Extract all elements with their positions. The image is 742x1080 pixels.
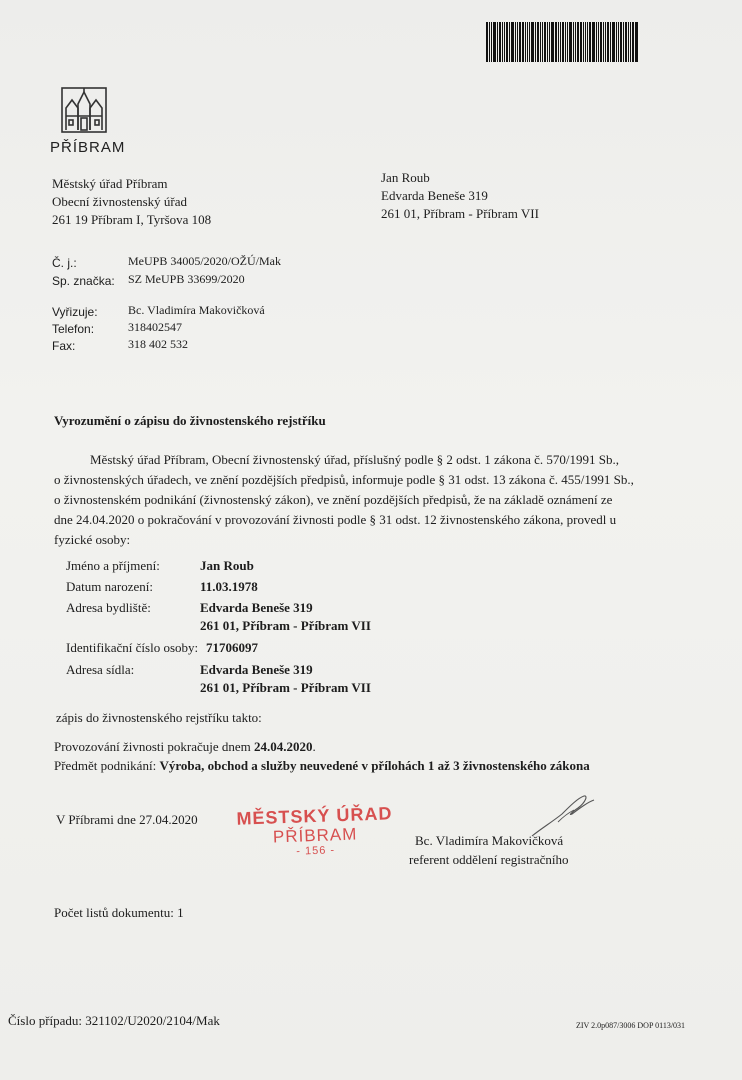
phone-label: Telefon: bbox=[52, 322, 95, 336]
barcode-bar bbox=[569, 22, 572, 62]
recipient-street: Edvarda Beneše 319 bbox=[381, 188, 488, 203]
record-text: zápis do živnostenského rejstříku takto: bbox=[56, 710, 262, 725]
barcode-bar bbox=[605, 22, 606, 62]
id-value: 71706097 bbox=[206, 640, 258, 655]
intro-line-3: o živnostenském podnikání (živnostenský zákon), ve znění pozdějších předpisů, že na základě oznámení ze bbox=[54, 492, 613, 507]
dob-label: Datum narození: bbox=[66, 579, 153, 594]
address-label: Adresa bydliště: bbox=[66, 600, 151, 615]
address-line-2: 261 01, Příbram - Příbram VII bbox=[200, 618, 371, 633]
barcode-bar bbox=[565, 22, 566, 62]
barcode-bar bbox=[603, 22, 604, 62]
dob-value: 11.03.1978 bbox=[200, 579, 258, 594]
signatory-name: Bc. Vladimíra Makovičková bbox=[415, 833, 564, 848]
barcode-bar bbox=[583, 22, 584, 62]
form-code: ZIV 2.0p087/3006 DOP 0113/031 bbox=[576, 1021, 686, 1030]
file-mark-label: Sp. značka: bbox=[52, 274, 115, 288]
barcode-bar bbox=[515, 22, 516, 62]
name-value: Jan Roub bbox=[200, 558, 254, 573]
barcode-bar bbox=[630, 22, 631, 62]
stamp-line-2: PŘÍBRAM bbox=[272, 824, 358, 847]
barcode-bar bbox=[616, 22, 617, 62]
barcode-bar bbox=[504, 22, 505, 62]
barcode-bar bbox=[522, 22, 524, 62]
barcode-bar bbox=[618, 22, 619, 62]
barcode-bar bbox=[499, 22, 501, 62]
address-line-1: Edvarda Beneše 319 bbox=[200, 600, 313, 615]
recipient-name: Jan Roub bbox=[381, 170, 430, 185]
barcode-bar bbox=[491, 22, 492, 62]
barcode-bar bbox=[558, 22, 559, 62]
barcode-bar bbox=[542, 22, 543, 62]
barcode-bar bbox=[531, 22, 534, 62]
barcode-bar bbox=[511, 22, 514, 62]
barcode-bar bbox=[489, 22, 490, 62]
barcode-bar bbox=[555, 22, 557, 62]
barcode-bar bbox=[607, 22, 609, 62]
sender-line-3: 261 19 Příbram I, Tyršova 108 bbox=[52, 212, 212, 227]
barcode-bar bbox=[585, 22, 586, 62]
barcode-bar bbox=[567, 22, 568, 62]
barcode-bar bbox=[497, 22, 498, 62]
barcode bbox=[486, 22, 664, 62]
seat-line-1: Edvarda Beneše 319 bbox=[200, 662, 313, 677]
stamp-line-1: MĚSTSKÝ ÚŘAD bbox=[236, 803, 393, 829]
barcode-bar bbox=[628, 22, 629, 62]
continuation-label: Provozování živnosti pokračuje dnem bbox=[54, 739, 251, 754]
barcode-bar bbox=[625, 22, 627, 62]
signatory-role: referent oddělení registračního bbox=[409, 852, 569, 867]
barcode-bar bbox=[598, 22, 599, 62]
barcode-bar bbox=[525, 22, 526, 62]
fax-value: 318 402 532 bbox=[128, 337, 188, 351]
continuation-line: Provozování živnosti pokračuje dnem 24.04.2020. bbox=[54, 739, 316, 754]
barcode-bar bbox=[592, 22, 595, 62]
barcode-bar bbox=[620, 22, 622, 62]
barcode-bar bbox=[577, 22, 579, 62]
barcode-bar bbox=[587, 22, 588, 62]
barcode-bar bbox=[600, 22, 602, 62]
barcode-bar bbox=[529, 22, 530, 62]
barcode-bar bbox=[535, 22, 536, 62]
ref-label: Č. j.: bbox=[52, 256, 77, 270]
barcode-bar bbox=[502, 22, 503, 62]
barcode-bar bbox=[580, 22, 582, 62]
barcode-bar bbox=[551, 22, 554, 62]
intro-line-4: dne 24.04.2020 o pokračování v provozování živnosti podle § 31 odst. 12 živnostenského zákona, provedl u bbox=[54, 512, 617, 527]
barcode-bar bbox=[596, 22, 597, 62]
barcode-bar bbox=[589, 22, 591, 62]
barcode-bar bbox=[612, 22, 615, 62]
phone-value: 318402547 bbox=[128, 320, 182, 334]
intro-line-2: o živnostenských úřadech, ve znění pozdějších předpisů, informuje podle § 31 odst. 13 zákona č. 455/1991 Sb., bbox=[54, 472, 634, 487]
name-label: Jméno a příjmení: bbox=[66, 558, 160, 573]
subject-line bbox=[54, 758, 590, 774]
logo-text: PŘÍBRAM bbox=[50, 139, 126, 156]
barcode-bar bbox=[560, 22, 561, 62]
barcode-bar bbox=[527, 22, 528, 62]
case-number: Číslo případu: 321102/U2020/2104/Mak bbox=[8, 1013, 220, 1028]
barcode-bar bbox=[549, 22, 550, 62]
city-logo-icon bbox=[60, 86, 108, 134]
barcode-bar bbox=[610, 22, 611, 62]
intro-line-5: fyzické osoby: bbox=[54, 532, 131, 547]
barcode-bar bbox=[562, 22, 564, 62]
continuation-date: 24.04.2020 bbox=[254, 739, 313, 754]
file-mark-value: SZ MeUPB 33699/2020 bbox=[128, 272, 245, 286]
page-count: Počet listů dokumentu: 1 bbox=[54, 905, 184, 920]
handler-value: Bc. Vladimíra Makovičková bbox=[128, 303, 265, 317]
barcode-bar bbox=[517, 22, 518, 62]
subject-value: Výroba, obchod a služby neuvedené v přílohách 1 až 3 živnostenského zákona bbox=[159, 758, 590, 773]
barcode-bar bbox=[540, 22, 541, 62]
sender-line-1: Městský úřad Příbram bbox=[52, 176, 168, 191]
handler-label: Vyřizuje: bbox=[52, 305, 98, 319]
barcode-bar bbox=[635, 22, 638, 62]
recipient-city: 261 01, Příbram - Příbram VII bbox=[381, 206, 539, 221]
id-label: Identifikační číslo osoby: bbox=[66, 640, 199, 655]
barcode-bar bbox=[575, 22, 576, 62]
barcode-bar bbox=[493, 22, 496, 62]
sender-line-2: Obecní živnostenský úřad bbox=[52, 194, 188, 209]
barcode-bar bbox=[623, 22, 624, 62]
barcode-bar bbox=[632, 22, 634, 62]
barcode-bar bbox=[519, 22, 521, 62]
seat-label: Adresa sídla: bbox=[66, 662, 135, 677]
barcode-bar bbox=[506, 22, 508, 62]
barcode-bar bbox=[573, 22, 574, 62]
document-title: Vyrozumění o zápisu do živnostenského rejstříku bbox=[54, 413, 326, 428]
barcode-bar bbox=[544, 22, 546, 62]
place-date: V Příbrami dne 27.04.2020 bbox=[56, 812, 198, 827]
stamp-line-3: - 156 - bbox=[296, 844, 336, 858]
barcode-bar bbox=[486, 22, 488, 62]
subject-label: Předmět podnikání: bbox=[54, 758, 157, 773]
ref-value: MeUPB 34005/2020/OŽÚ/Mak bbox=[128, 254, 281, 268]
barcode-bar bbox=[547, 22, 548, 62]
barcode-bar bbox=[509, 22, 510, 62]
fax-label: Fax: bbox=[52, 339, 76, 353]
intro-line-1: Městský úřad Příbram, Obecní živnostenský úřad, příslušný podle § 2 odst. 1 zákona č. 570/1991 Sb., bbox=[90, 452, 619, 467]
barcode-bar bbox=[537, 22, 539, 62]
seat-line-2: 261 01, Příbram - Příbram VII bbox=[200, 680, 371, 695]
office-stamp bbox=[235, 803, 395, 859]
